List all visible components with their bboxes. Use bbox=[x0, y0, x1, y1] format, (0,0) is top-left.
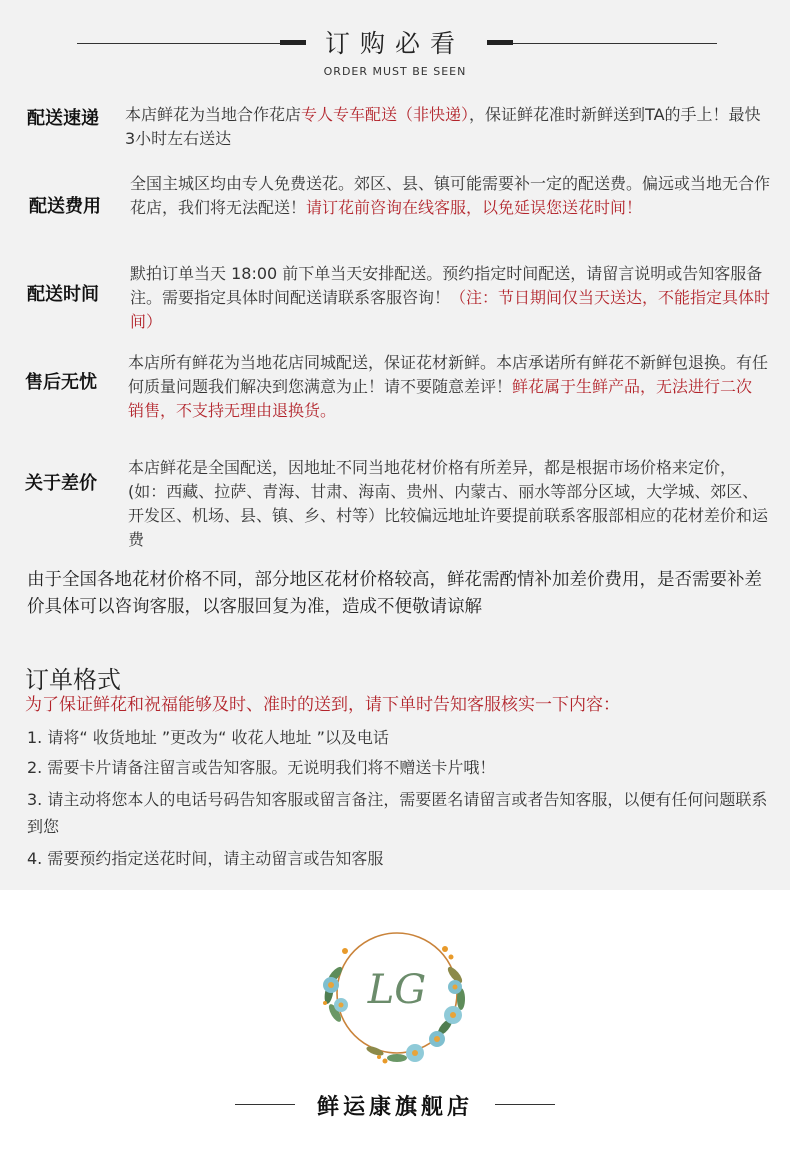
section-text-after-sales bbox=[128, 351, 768, 423]
section-text-highlight: 鲜花属于生鲜产品，无法进行二次销售，不支持无理由退换货。 bbox=[128, 377, 753, 420]
section-label-after-sales: 售后无忧 bbox=[25, 372, 97, 393]
section-label-delivery-fee: 配送费用 bbox=[29, 196, 101, 217]
shop-name: 鲜运康旗舰店 bbox=[316, 1095, 473, 1120]
order-item: 4. 需要预约指定送花时间，请主动留言或告知客服 bbox=[27, 849, 384, 868]
section-text-highlight: 专人专车配送（非快递） bbox=[301, 105, 470, 124]
section-text-highlight: 请订花前咨询在线客服，以免延误您送花时间！ bbox=[306, 198, 643, 217]
section-text-highlight: （注：节日期间仅当天送达，不能指定具体时间） bbox=[130, 288, 771, 331]
order-item: 3. 请主动将您本人的电话号码告知客服或留言备注，需要匿名请留言或者告知客服，以便有任何问题联系到您 bbox=[27, 790, 768, 836]
order-format-title: 订单格式 bbox=[25, 666, 121, 694]
section-text-delivery-speed bbox=[125, 103, 763, 151]
order-item: 2. 需要卡片请备注留言或告知客服。无说明我们将不赠送卡片哦！ bbox=[27, 758, 496, 777]
order-item: 1. 请将“ 收货地址 ”更改为“ 收花人地址 ”以及电话 bbox=[27, 728, 389, 747]
page-subtitle: ORDER MUST BE SEEN bbox=[323, 65, 467, 78]
logo-monogram: LG bbox=[367, 967, 427, 1013]
floral-wreath-logo bbox=[305, 915, 485, 1075]
section-text-plain: 本店所有鲜花为当地花店同城配送，保证花材新鲜。本店承诺所有鲜花不新鲜包退换。有任何质量问题我们解决到您满意为止！请不要随意差评！ bbox=[128, 353, 769, 396]
section-text-plain: 默拍订单当天 18:00 前下单当天安排配送。预约指定时间配送，请留言说明或告知客服备注。需要指定具体时间配送请联系客服咨询！ bbox=[130, 264, 763, 307]
section-text-plain: 全国主城区均由专人免费送花。郊区、县、镇可能需要补一定的配送费。偏远或当地无合作花店，我们将无法配送！ bbox=[130, 174, 771, 217]
section-text-plain: 本店鲜花为当地合作花店 bbox=[125, 105, 302, 124]
section-text-plain-after: ，保证鲜花准时新鲜送到TA的手上！最快3小时左右送达 bbox=[125, 105, 761, 148]
section-text-delivery-time bbox=[130, 262, 772, 334]
section-label-delivery-speed: 配送速递 bbox=[27, 108, 99, 129]
section-text-price-difference: 本店鲜花是全国配送，因地址不同当地花材价格有所差异，都是根据市场价格来定价，(如：西藏、拉萨、青海、甘肃、海南、贵州、内蒙古、丽水等部分区域，大学城、郊区、开发区、机场、县、镇、乡、村等）比较偏远地址许要提前联系客服部相应的花材差价和运费 bbox=[128, 458, 769, 549]
section-label-delivery-time: 配送时间 bbox=[27, 284, 99, 305]
page-title: 订购必看 bbox=[324, 29, 465, 58]
order-format-subtitle: 为了保证鲜花和祝福能够及时、准时的送到，请下单时告知客服核实一下内容： bbox=[25, 695, 620, 715]
section-label-price-difference: 关于差价 bbox=[25, 473, 97, 494]
price-notice: 由于全国各地花材价格不同，部分地区花材价格较高，鲜花需酌情补加差价费用，是否需要补差价具体可以咨询客服，以客服回复为准，造成不便敬请谅解 bbox=[27, 570, 762, 617]
section-text-delivery-fee bbox=[130, 172, 772, 220]
